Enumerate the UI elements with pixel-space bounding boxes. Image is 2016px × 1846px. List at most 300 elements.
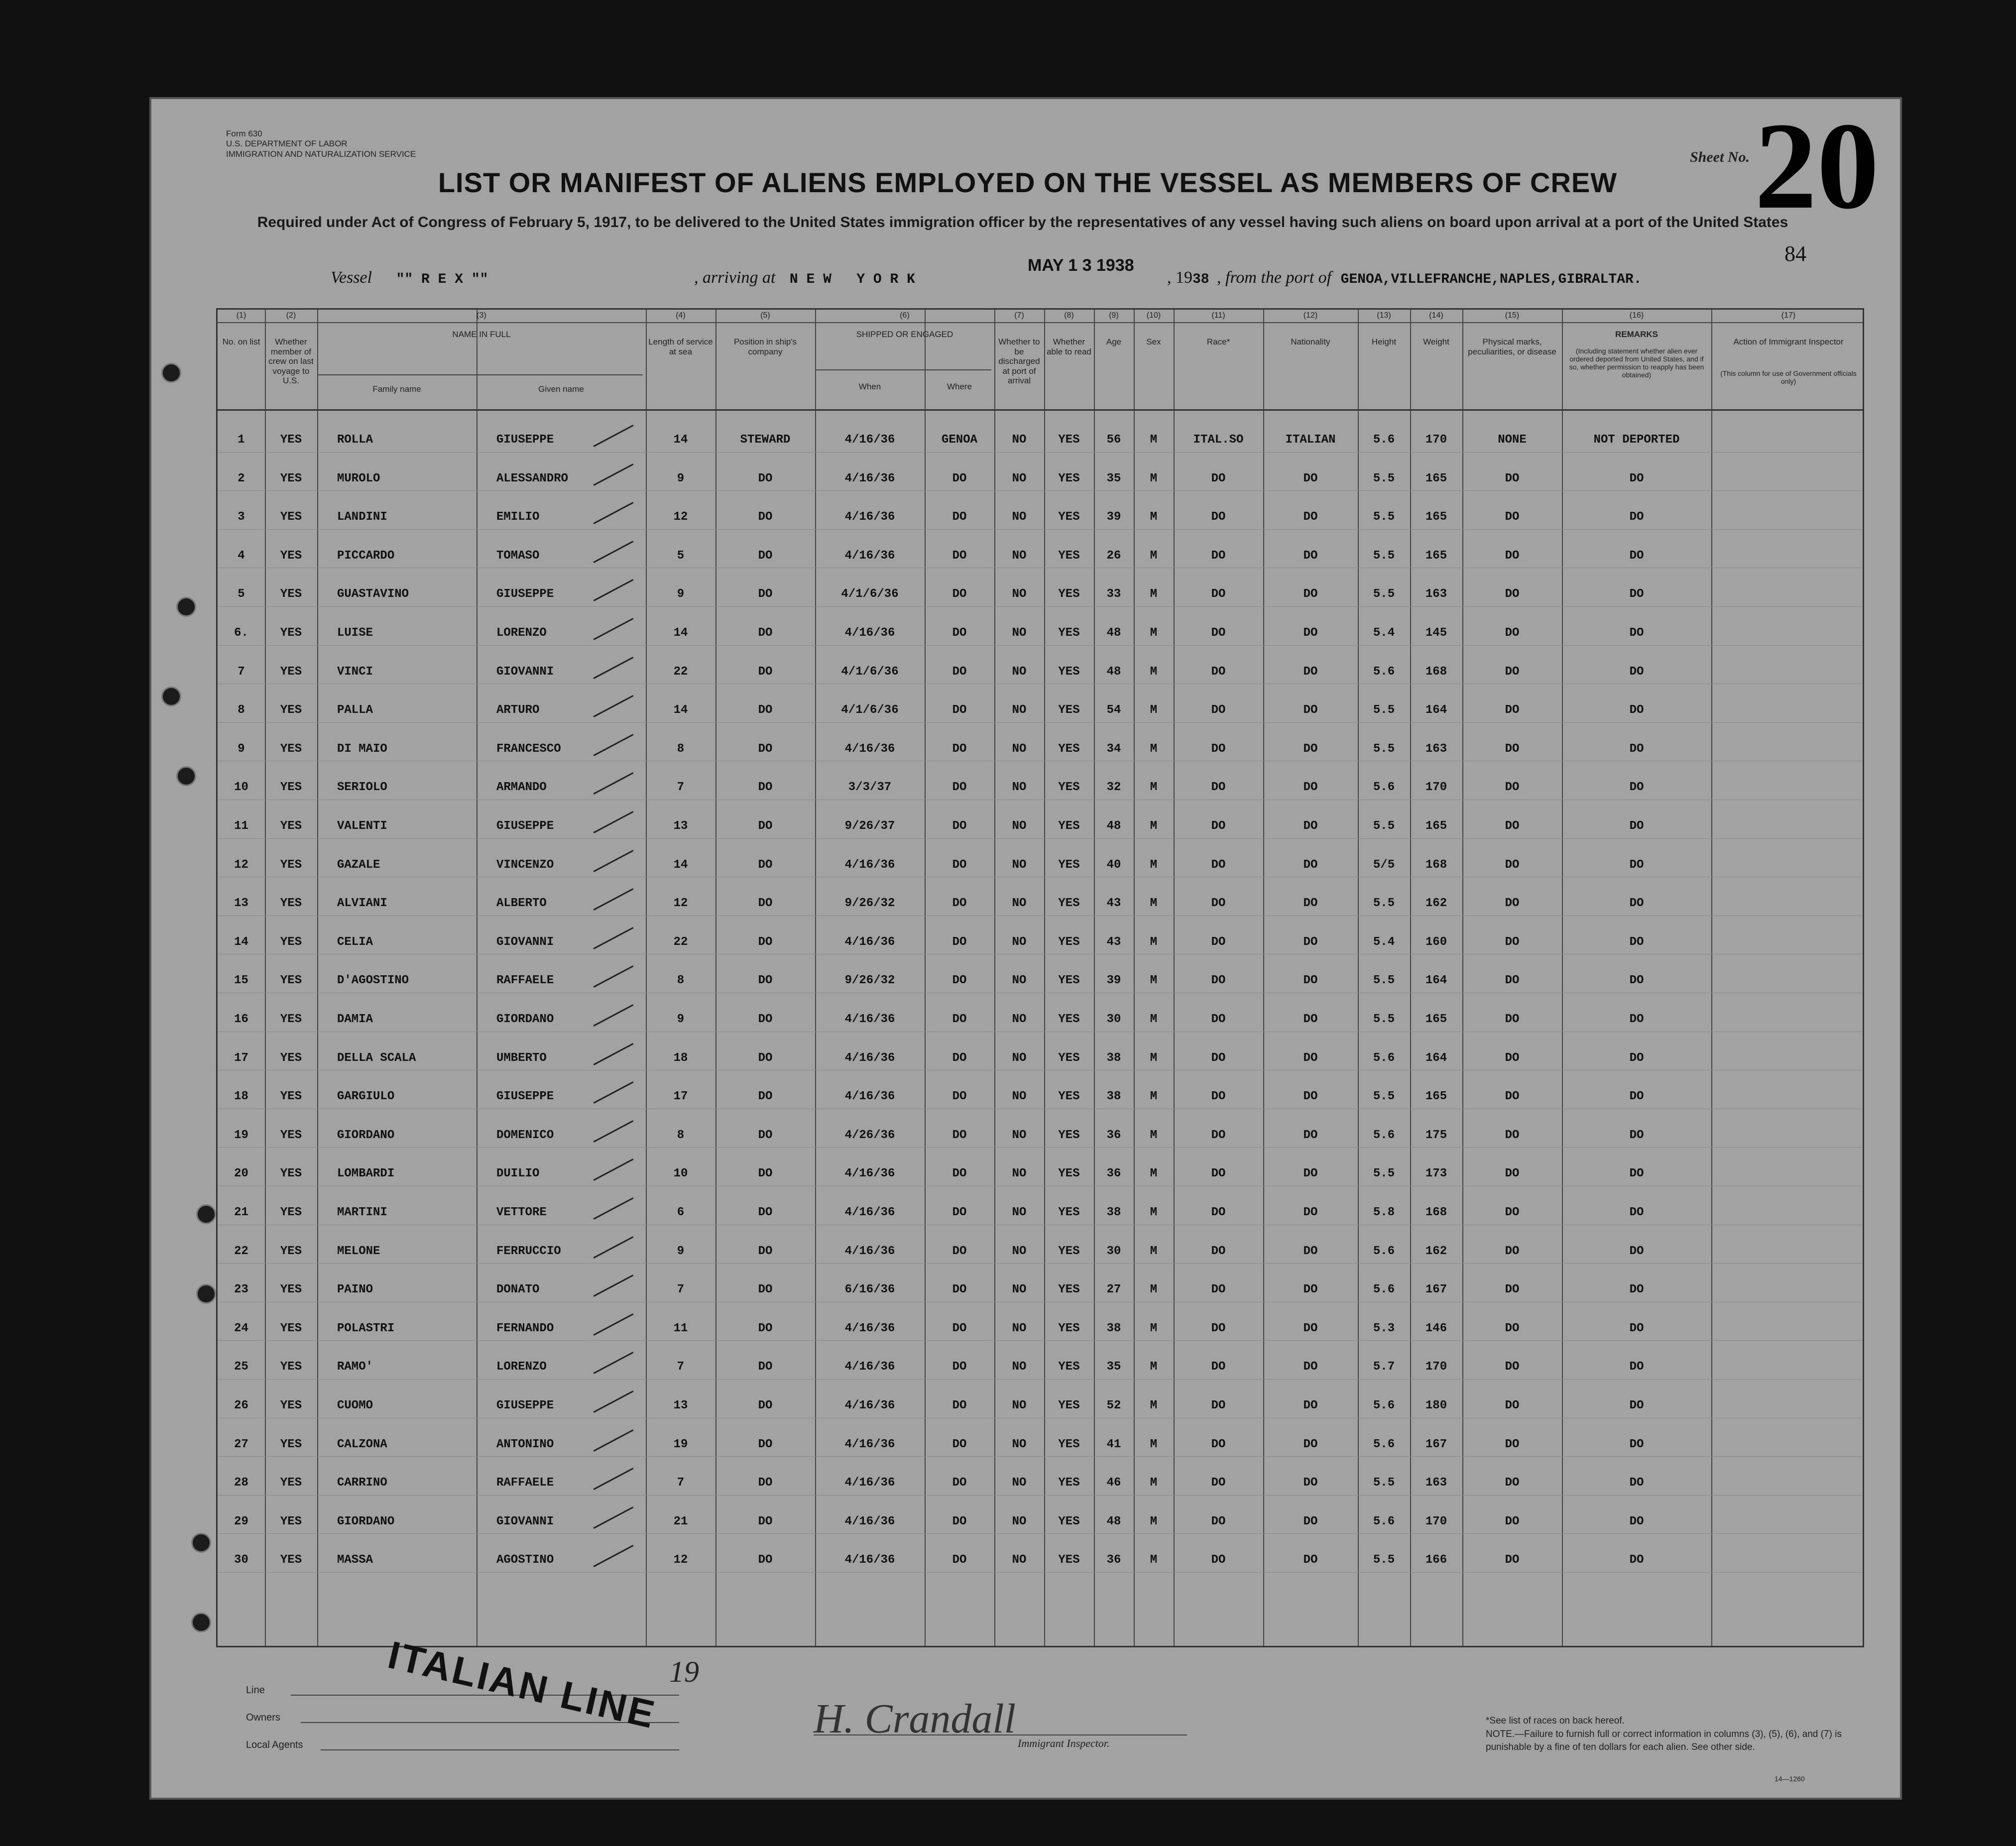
table-row [218, 888, 1866, 926]
cell-when: 4/16/36 [844, 549, 895, 563]
cell-prev: YES [280, 1514, 302, 1528]
cell-read: YES [1058, 1321, 1080, 1335]
cell-when: 9/26/32 [844, 974, 895, 988]
cell-read: YES [1058, 549, 1080, 563]
cell-prev: YES [280, 935, 302, 949]
cell-sex: M [1150, 1167, 1158, 1181]
cell-no: 25 [234, 1360, 248, 1374]
cell-discharged: NO [1012, 1051, 1027, 1065]
cell-sex: M [1150, 1051, 1158, 1065]
cell-height: 5.5 [1373, 471, 1395, 485]
cell-family: SERIOLO [337, 781, 387, 795]
cell-nationality: DO [1303, 1437, 1318, 1451]
cell-family: GAZALE [337, 858, 380, 872]
cell-sex: M [1150, 549, 1158, 563]
cell-marks: DO [1505, 665, 1520, 679]
cell-discharged: NO [1012, 781, 1027, 795]
line-label: Line [246, 1685, 265, 1696]
cell-weight: 165 [1425, 549, 1447, 563]
cell-when: 4/16/36 [844, 1553, 895, 1567]
cell-discharged: NO [1012, 510, 1027, 524]
cell-remarks: DO [1629, 1283, 1644, 1297]
cell-service: 14 [673, 858, 688, 872]
cell-position: DO [758, 471, 773, 485]
cell-marks: DO [1505, 549, 1520, 563]
cell-family: DAMIA [337, 1013, 373, 1026]
cell-where: DO [952, 1321, 967, 1335]
cell-discharged: NO [1012, 935, 1027, 949]
cell-marks: DO [1505, 1360, 1520, 1374]
cell-position: DO [758, 1128, 773, 1142]
cell-height: 5.5 [1373, 587, 1395, 601]
cell-age: 48 [1106, 1514, 1121, 1528]
punch-hole-5 [196, 1204, 216, 1224]
cell-sex: M [1150, 897, 1158, 911]
cell-read: YES [1058, 587, 1080, 601]
cell-where: DO [952, 626, 967, 640]
cell-weight: 165 [1425, 1090, 1447, 1104]
cell-read: YES [1058, 626, 1080, 640]
cell-marks: DO [1505, 897, 1520, 911]
cell-prev: YES [280, 897, 302, 911]
name-subheader-rule [317, 374, 643, 375]
table-row [218, 656, 1866, 695]
cell-sex: M [1150, 1514, 1158, 1528]
cell-where: DO [952, 1128, 967, 1142]
cell-when: 9/26/37 [844, 819, 895, 833]
cell-race: DO [1211, 626, 1226, 640]
column-number: (15) [1505, 311, 1520, 320]
cell-service: 13 [673, 819, 688, 833]
cell-nationality: DO [1303, 974, 1318, 988]
cell-given: AGOSTINO [496, 1553, 554, 1567]
cell-read: YES [1058, 1476, 1080, 1490]
cell-given: LORENZO [496, 1360, 547, 1374]
column-header: Action of Immigrant Inspector [1733, 337, 1844, 346]
cell-no: 16 [234, 1013, 248, 1026]
cell-nationality: ITALIAN [1285, 433, 1336, 447]
cell-service: 9 [677, 1013, 685, 1026]
cell-sex: M [1150, 665, 1158, 679]
cell-nationality: DO [1303, 1321, 1318, 1335]
cell-remarks: DO [1629, 1128, 1644, 1142]
shipped-subheader-rule [815, 369, 991, 370]
cell-remarks: DO [1629, 1051, 1644, 1065]
cell-sex: M [1150, 1399, 1158, 1412]
cell-family: PALLA [337, 703, 373, 717]
cell-marks: DO [1505, 1553, 1520, 1567]
cell-given: VETTORE [496, 1206, 547, 1219]
cell-where: DO [952, 1553, 967, 1567]
cell-given: GIUSEPPE [496, 587, 554, 601]
cell-no: 15 [234, 974, 248, 988]
column-header: Nationality [1291, 337, 1330, 346]
cell-service: 7 [677, 781, 685, 795]
cell-marks: DO [1505, 1167, 1520, 1181]
cell-position: DO [758, 626, 773, 640]
cell-race: DO [1211, 742, 1226, 756]
cell-discharged: NO [1012, 1244, 1027, 1258]
cell-nationality: DO [1303, 665, 1318, 679]
cell-nationality: DO [1303, 587, 1318, 601]
cell-read: YES [1058, 665, 1080, 679]
cell-read: YES [1058, 935, 1080, 949]
cell-when: 4/16/36 [844, 510, 895, 524]
cell-family: MUROLO [337, 471, 380, 485]
cell-race: DO [1211, 1321, 1226, 1335]
cell-read: YES [1058, 1013, 1080, 1026]
table-row [218, 501, 1866, 540]
cell-marks: DO [1505, 1514, 1520, 1528]
cell-age: 43 [1106, 935, 1121, 949]
cell-age: 54 [1106, 703, 1121, 717]
cell-age: 46 [1106, 1476, 1121, 1490]
cell-service: 22 [673, 665, 688, 679]
cell-remarks: DO [1629, 1360, 1644, 1374]
cell-sex: M [1150, 1553, 1158, 1567]
cell-prev: YES [280, 471, 302, 485]
cell-prev: YES [280, 819, 302, 833]
cell-nationality: DO [1303, 935, 1318, 949]
cell-when: 4/1/6/36 [841, 703, 899, 717]
cell-position: DO [758, 1013, 773, 1026]
cell-weight: 162 [1425, 897, 1447, 911]
cell-age: 30 [1106, 1244, 1121, 1258]
cell-given: EMILIO [496, 510, 540, 524]
cell-service: 8 [677, 974, 685, 988]
cell-age: 48 [1106, 665, 1121, 679]
cell-race: DO [1211, 703, 1226, 717]
cell-weight: 162 [1425, 1244, 1447, 1258]
remarks-note: (Including statement whether alien ever ordered deported from United States, and if so, whether permission to reapply has been obtained) [1569, 347, 1704, 379]
cell-age: 52 [1106, 1399, 1121, 1412]
cell-marks: DO [1505, 935, 1520, 949]
cell-read: YES [1058, 974, 1080, 988]
cell-service: 6 [677, 1206, 685, 1219]
cell-age: 33 [1106, 587, 1121, 601]
cell-weight: 173 [1425, 1167, 1447, 1181]
cell-height: 5/5 [1373, 858, 1395, 872]
column-header: Position in ship's company [733, 337, 797, 356]
cell-race: DO [1211, 1051, 1226, 1065]
cell-family: MARTINI [337, 1206, 387, 1219]
cell-marks: DO [1505, 858, 1520, 872]
cell-race: DO [1211, 1283, 1226, 1297]
cell-when: 4/16/36 [844, 1360, 895, 1374]
cell-where: DO [952, 781, 967, 795]
column-number: (1) [236, 311, 246, 320]
table-row [218, 1506, 1866, 1545]
cell-position: DO [758, 1514, 773, 1528]
cell-discharged: NO [1012, 1553, 1027, 1567]
cell-when: 4/1/6/36 [841, 665, 899, 679]
cell-race: DO [1211, 1437, 1226, 1451]
cell-family: GIORDANO [337, 1128, 395, 1142]
cell-when: 4/16/36 [844, 1051, 895, 1065]
cell-when: 4/16/36 [844, 742, 895, 756]
cell-where: DO [952, 587, 967, 601]
cell-weight: 165 [1425, 1013, 1447, 1026]
cell-height: 5.5 [1373, 1476, 1395, 1490]
cell-service: 12 [673, 1553, 688, 1567]
cell-height: 5.5 [1373, 1090, 1395, 1104]
cell-discharged: NO [1012, 1206, 1027, 1219]
cell-marks: DO [1505, 703, 1520, 717]
cell-marks: DO [1505, 626, 1520, 640]
signature-rule [814, 1734, 1187, 1735]
cell-weight: 163 [1425, 742, 1447, 756]
cell-remarks: DO [1629, 935, 1644, 949]
cell-prev: YES [280, 1013, 302, 1026]
cell-marks: DO [1505, 819, 1520, 833]
cell-given: FRANCESCO [496, 742, 561, 756]
cell-where: DO [952, 471, 967, 485]
cell-weight: 166 [1425, 1553, 1447, 1567]
cell-race: DO [1211, 1476, 1226, 1490]
cell-sex: M [1150, 1321, 1158, 1335]
column-header: No. on list [222, 337, 260, 346]
cell-service: 22 [673, 935, 688, 949]
cell-when: 4/16/36 [844, 1013, 895, 1026]
cell-discharged: NO [1012, 1437, 1027, 1451]
cell-where: DO [952, 1437, 967, 1451]
cell-prev: YES [280, 1244, 302, 1258]
cell-read: YES [1058, 703, 1080, 717]
cell-position: DO [758, 935, 773, 949]
cell-age: 35 [1106, 1360, 1121, 1374]
cell-prev: YES [280, 974, 302, 988]
cell-position: DO [758, 819, 773, 833]
cell-position: DO [758, 1321, 773, 1335]
cell-sex: M [1150, 510, 1158, 524]
cell-age: 27 [1106, 1283, 1121, 1297]
column-number: (9) [1109, 311, 1119, 320]
cell-nationality: DO [1303, 510, 1318, 524]
cell-read: YES [1058, 819, 1080, 833]
cell-given: GIORDANO [496, 1013, 554, 1026]
table-row [218, 424, 1866, 463]
vessel-name: "" R E X "" [396, 272, 488, 287]
cell-service: 10 [673, 1167, 688, 1181]
cell-no: 27 [234, 1437, 248, 1451]
date-stamp-wrap [1028, 256, 1134, 275]
cell-position: DO [758, 703, 773, 717]
cell-family: DI MAIO [337, 742, 387, 756]
cell-height: 5.5 [1373, 742, 1395, 756]
cell-family: LUISE [337, 626, 373, 640]
cell-race: DO [1211, 819, 1226, 833]
cell-nationality: DO [1303, 742, 1318, 756]
cell-prev: YES [280, 703, 302, 717]
cell-read: YES [1058, 897, 1080, 911]
cell-where: GENOA [941, 433, 977, 447]
cell-no: 6. [234, 626, 248, 640]
cell-weight: 170 [1425, 781, 1447, 795]
cell-nationality: DO [1303, 858, 1318, 872]
cell-prev: YES [280, 1437, 302, 1451]
cell-discharged: NO [1012, 665, 1027, 679]
cell-when: 4/16/36 [844, 1399, 895, 1412]
column-number: (11) [1211, 311, 1225, 320]
cell-given: RAFFAELE [496, 974, 554, 988]
cell-sex: M [1150, 858, 1158, 872]
cell-remarks: DO [1629, 897, 1644, 911]
table-row [218, 1274, 1866, 1313]
cell-when: 6/16/36 [844, 1283, 895, 1297]
cell-family: ROLLA [337, 433, 373, 447]
cell-weight: 163 [1425, 587, 1447, 601]
cell-age: 38 [1106, 1051, 1121, 1065]
column-number: (7) [1014, 311, 1024, 320]
cell-age: 41 [1106, 1437, 1121, 1451]
column-header: Race* [1206, 337, 1230, 346]
cell-when: 4/16/36 [844, 1437, 895, 1451]
cell-height: 5.6 [1373, 1283, 1395, 1297]
cell-nationality: DO [1303, 781, 1318, 795]
cell-where: DO [952, 703, 967, 717]
cell-no: 17 [234, 1051, 248, 1065]
cell-remarks: DO [1629, 1167, 1644, 1181]
cell-race: DO [1211, 471, 1226, 485]
cell-when: 4/16/36 [844, 1514, 895, 1528]
cell-no: 2 [237, 471, 245, 485]
table-row [218, 849, 1866, 888]
cell-age: 40 [1106, 858, 1121, 872]
cell-read: YES [1058, 1514, 1080, 1528]
cell-height: 5.4 [1373, 935, 1395, 949]
document-title: LIST OR MANIFEST OF ALIENS EMPLOYED ON THE VESSEL AS MEMBERS OF CREW [438, 167, 1618, 198]
cell-service: 5 [677, 549, 685, 563]
cell-marks: DO [1505, 742, 1520, 756]
cell-weight: 164 [1425, 974, 1447, 988]
cell-read: YES [1058, 1051, 1080, 1065]
cell-given: ARTURO [496, 703, 540, 717]
cell-prev: YES [280, 1051, 302, 1065]
cell-sex: M [1150, 1283, 1158, 1297]
cell-given: ALESSANDRO [496, 471, 569, 485]
cell-given: DOMENICO [496, 1128, 554, 1142]
cell-given: GIOVANNI [496, 1514, 554, 1528]
cell-when: 4/16/36 [844, 1090, 895, 1104]
cell-position: STEWARD [740, 433, 791, 447]
cell-where: DO [952, 742, 967, 756]
cell-no: 30 [234, 1553, 248, 1567]
cell-discharged: NO [1012, 1283, 1027, 1297]
cell-when: 9/26/32 [844, 897, 895, 911]
cell-prev: YES [280, 1128, 302, 1142]
cell-race: DO [1211, 781, 1226, 795]
cell-race: DO [1211, 1244, 1226, 1258]
cell-where: DO [952, 1167, 967, 1181]
cell-no: 14 [234, 935, 248, 949]
cell-service: 19 [673, 1437, 688, 1451]
cell-nationality: DO [1303, 1476, 1318, 1490]
cell-nationality: DO [1303, 1283, 1318, 1297]
header-rule-top [218, 322, 1863, 323]
cell-where: DO [952, 897, 967, 911]
italian-line-stamp: ITALIAN LINE [384, 1632, 661, 1737]
column-header: Physical marks, peculiarities, or disease [1468, 337, 1556, 356]
cell-prev: YES [280, 549, 302, 563]
cell-where: DO [952, 1399, 967, 1412]
cell-remarks: DO [1629, 626, 1644, 640]
column-header: Weight [1423, 337, 1449, 346]
cell-when: 4/16/36 [844, 433, 895, 447]
table-row [218, 1390, 1866, 1429]
cell-age: 56 [1106, 433, 1121, 447]
cell-prev: YES [280, 1167, 302, 1181]
cell-when: 4/16/36 [844, 471, 895, 485]
cell-service: 13 [673, 1399, 688, 1412]
from-label: , from the port of [1217, 268, 1332, 287]
cell-position: DO [758, 1399, 773, 1412]
cell-family: DELLA SCALA [337, 1051, 416, 1065]
cell-marks: DO [1505, 781, 1520, 795]
cell-prev: YES [280, 587, 302, 601]
cell-race: DO [1211, 1206, 1226, 1219]
inspector-label: Immigrant Inspector. [1018, 1737, 1110, 1749]
cell-discharged: NO [1012, 1321, 1027, 1335]
cell-given: VINCENZO [496, 858, 554, 872]
cell-remarks: DO [1629, 1399, 1644, 1412]
cell-discharged: NO [1012, 587, 1027, 601]
cell-where: DO [952, 510, 967, 524]
cell-position: DO [758, 1553, 773, 1567]
cell-age: 36 [1106, 1128, 1121, 1142]
cell-height: 5.5 [1373, 1167, 1395, 1181]
cell-discharged: NO [1012, 703, 1027, 717]
cell-family: PAINO [337, 1283, 373, 1297]
cell-no: 26 [234, 1399, 248, 1412]
cell-read: YES [1058, 433, 1080, 447]
cell-marks: NONE [1498, 433, 1527, 447]
cell-weight: 168 [1425, 665, 1447, 679]
cell-position: DO [758, 1167, 773, 1181]
cell-given: GIUSEPPE [496, 1090, 554, 1104]
cell-discharged: NO [1012, 626, 1027, 640]
cell-family: CARRINO [337, 1476, 387, 1490]
cell-where: DO [952, 819, 967, 833]
cell-marks: DO [1505, 1283, 1520, 1297]
table-row [218, 1467, 1866, 1506]
cell-sex: M [1150, 1244, 1158, 1258]
cell-position: DO [758, 1283, 773, 1297]
cell-service: 9 [677, 1244, 685, 1258]
cell-nationality: DO [1303, 1244, 1318, 1258]
cell-age: 39 [1106, 974, 1121, 988]
cell-sex: M [1150, 781, 1158, 795]
cell-given: ANTONINO [496, 1437, 554, 1451]
action-note: (This column for use of Government officials only) [1720, 369, 1857, 386]
cell-prev: YES [280, 510, 302, 524]
cell-age: 36 [1106, 1553, 1121, 1567]
column-header: Sex [1146, 337, 1161, 346]
cell-no: 24 [234, 1321, 248, 1335]
cell-race: DO [1211, 1514, 1226, 1528]
cell-where: DO [952, 1090, 967, 1104]
cell-given: GIUSEPPE [496, 433, 554, 447]
cell-no: 12 [234, 858, 248, 872]
cell-discharged: NO [1012, 819, 1027, 833]
cell-age: 26 [1106, 549, 1121, 563]
table-row [218, 1081, 1866, 1120]
cell-race: DO [1211, 549, 1226, 563]
cell-given: GIUSEPPE [496, 1399, 554, 1412]
cell-discharged: NO [1012, 471, 1027, 485]
cell-read: YES [1058, 1283, 1080, 1297]
cell-read: YES [1058, 1167, 1080, 1181]
column-number: (3) [476, 311, 486, 320]
